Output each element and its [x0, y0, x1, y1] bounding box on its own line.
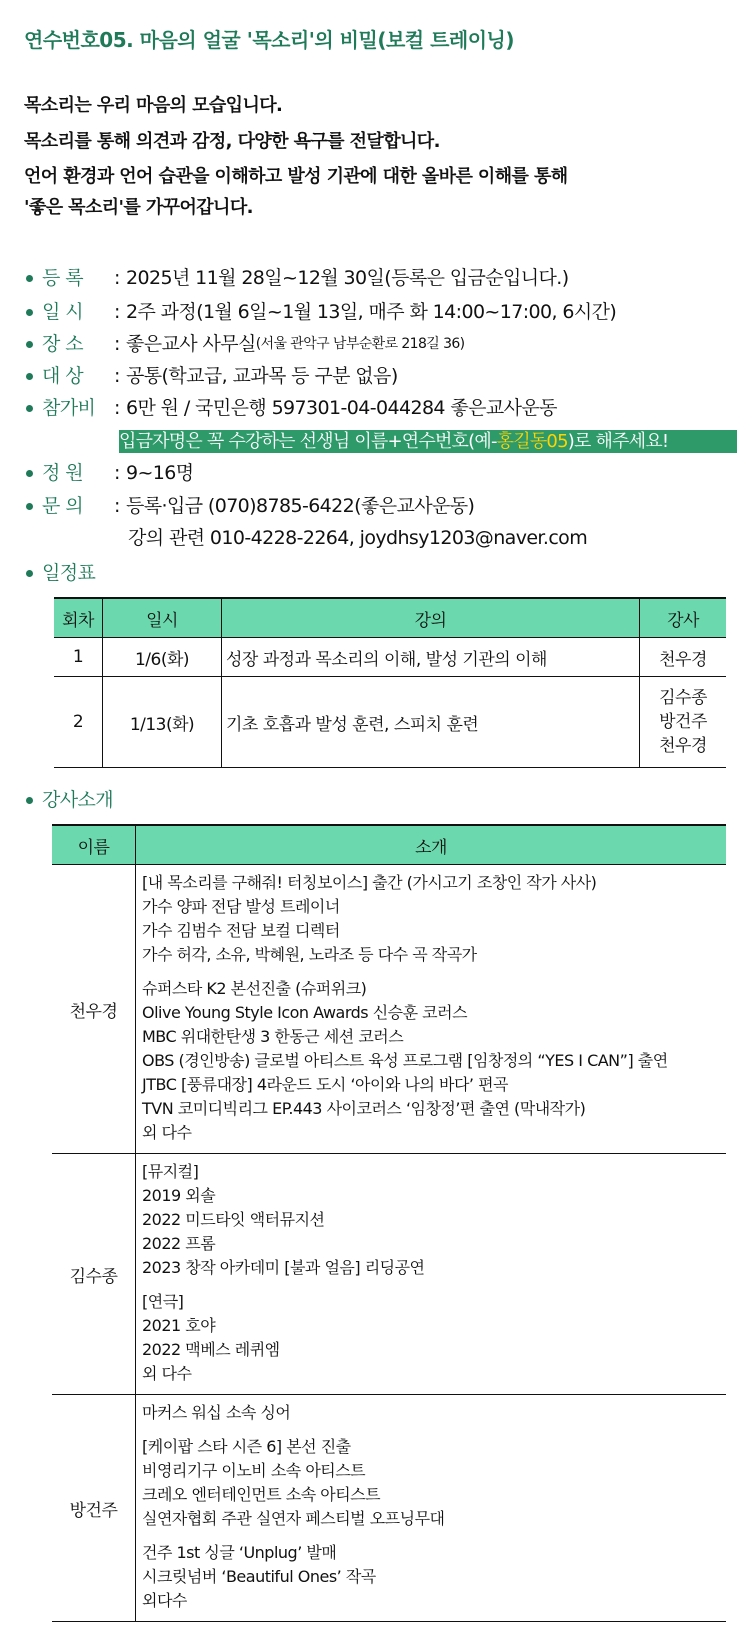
info-registration: [26, 266, 569, 290]
table-row: [54, 638, 726, 677]
info-value: 9~16명: [126, 462, 194, 484]
instructor-name: 천우경: [659, 736, 707, 756]
table-row: [52, 865, 726, 1154]
bio-line: 슈퍼스타 K2 본선진출 (슈퍼위크): [142, 979, 367, 998]
bullet-icon: [26, 309, 33, 316]
colon: :: [114, 365, 120, 387]
bio-line: [내 목소리를 구해줘! 터칭보이스] 출간 (가시고기 조창인 작가 사사): [142, 873, 597, 892]
instructors-heading: [26, 788, 113, 812]
bio-line: Olive Young Style Icon Awards 신승훈 코러스: [142, 1003, 468, 1022]
bullet-icon: [26, 341, 33, 348]
bio-line: 가수 허각, 소유, 박혜원, 노라조 등 다수 곡 작곡가: [142, 945, 477, 964]
page-title: 연수번호05. 마음의 얼굴 '목소리'의 비밀(보컬 트레이닝): [24, 28, 514, 52]
info-place: [26, 332, 465, 356]
intro-line: 목소리를 통해 의견과 감정, 다양한 욕구를 전달합니다.: [24, 131, 440, 152]
info-contact-lecture: [128, 526, 587, 550]
bio-line: [뮤지컬]: [142, 1162, 199, 1181]
info-label: 일 시: [42, 301, 83, 323]
bio-line: 실연자협회 주관 실연자 페스티벌 오프닝무대: [142, 1509, 445, 1528]
info-label: 정 원: [42, 462, 83, 484]
bullet-icon: [26, 797, 33, 804]
bio-line: 2023 창작 아카데미 [불과 얼음] 리딩공연: [142, 1258, 425, 1277]
bio-group: [142, 1435, 722, 1531]
bio-group: [142, 1541, 722, 1613]
bullet-icon: [26, 373, 33, 380]
bio-line: 외 다수: [142, 1364, 192, 1383]
info-label: 장 소: [42, 333, 83, 355]
colon: :: [114, 397, 120, 419]
colon: :: [114, 301, 120, 323]
session-no: 2: [54, 677, 103, 768]
notice-text: 입금자명은 꼭 수강하는 선생님 이름+연수번호(예-: [119, 431, 497, 452]
notice-example: 홍길동05: [496, 431, 568, 452]
instructor-bio: [136, 865, 727, 1154]
session-date: 1/13(화): [103, 677, 222, 768]
instructor-name: 김수종: [659, 688, 707, 708]
info-value: 6만 원 / 국민은행 597301-04-044284 좋은교사운동: [126, 397, 557, 419]
info-fee: [26, 396, 557, 420]
bio-line: 비영리기구 이노비 소속 아티스트: [142, 1461, 366, 1480]
bio-line: 2022 미드타잇 액터뮤지션: [142, 1210, 325, 1229]
col-header: 이름: [52, 825, 136, 865]
info-label: 문 의: [42, 495, 83, 517]
colon: :: [114, 495, 120, 517]
info-label: 참가비: [42, 397, 96, 419]
bio-line: MBC 위대한탄생 3 한동근 세션 코러스: [142, 1027, 404, 1046]
bio-line: [케이팝 스타 시즌 6] 본선 진출: [142, 1437, 351, 1456]
bio-line: TVN 코미디빅리그 EP.443 사이코러스 ‘임창정’편 출연 (막내작가): [142, 1099, 586, 1118]
bio-group: [142, 1290, 722, 1386]
schedule-table: [54, 597, 726, 768]
section-label: 일정표: [42, 562, 96, 584]
bio-line: 크레오 엔터테인먼트 소속 아티스트: [142, 1485, 381, 1504]
intro-line: 언어 환경과 언어 습관을 이해하고 발성 기관에 대한 올바른 이해를 통해: [24, 166, 568, 187]
instructor-name: 방건주: [659, 712, 707, 732]
deposit-notice: [119, 430, 737, 453]
instructor-bio: [136, 1395, 727, 1622]
instructor-table: [52, 824, 726, 1622]
table-row: [52, 1395, 726, 1622]
bio-line: OBS (경인방송) 글로벌 아티스트 육성 프로그램 [임창정의 “YES I CAN”] 출연: [142, 1051, 668, 1070]
col-header: 강사: [640, 598, 727, 638]
bio-group: [142, 1401, 722, 1425]
colon: :: [114, 462, 120, 484]
bio-group: [142, 1160, 722, 1280]
bio-line: 2022 프롬: [142, 1234, 216, 1253]
bio-line: 마커스 워십 소속 싱어: [142, 1403, 291, 1422]
schedule-heading: [26, 561, 95, 585]
bio-line: 외 다수: [142, 1123, 192, 1142]
bullet-icon: [26, 570, 33, 577]
table-row: [54, 677, 726, 768]
info-value: 2025년 11월 28일~12월 30일(등록은 입금순입니다.): [126, 267, 569, 289]
bio-line: 건주 1st 싱글 ‘Unplug’ 발매: [142, 1543, 337, 1562]
bullet-icon: [26, 275, 33, 282]
session-date: 1/6(화): [103, 638, 222, 677]
info-value: 좋은교사 사무실: [126, 333, 256, 355]
session-no: 1: [54, 638, 103, 677]
bio-group: [142, 977, 722, 1145]
info-value: 강의 관련 010-4228-2264, joydhsy1203@naver.com: [128, 527, 588, 549]
bullet-icon: [26, 470, 33, 477]
section-label: 강사소개: [42, 789, 114, 811]
table-row: [52, 1154, 726, 1395]
info-date: [26, 300, 616, 324]
instructor-bio: [136, 1154, 727, 1395]
instructor-name: 방건주: [52, 1395, 136, 1622]
instructor-name: 김수종: [52, 1154, 136, 1395]
info-label: 등 록: [42, 267, 83, 289]
session-instructors: [640, 677, 727, 768]
col-header: 회차: [54, 598, 103, 638]
col-header: 강의: [222, 598, 640, 638]
info-address: (서울 관악구 남부순환로 218길 36): [255, 336, 465, 352]
colon: :: [114, 333, 120, 355]
col-header: 일시: [103, 598, 222, 638]
info-contact: [26, 494, 474, 518]
info-value: 등록·입금 (070)8785-6422(좋은교사운동): [126, 495, 475, 517]
intro-line: 목소리는 우리 마음의 모습입니다.: [24, 95, 283, 116]
bio-line: JTBC [풍류대장] 4라운드 도시 ‘아이와 나의 바다’ 편곡: [142, 1075, 509, 1094]
bio-line: 시크릿넘버 ‘Beautiful Ones’ 작곡: [142, 1567, 376, 1586]
intro-line: '좋은 목소리'를 가꾸어갑니다.: [24, 197, 253, 218]
col-header: 소개: [136, 825, 727, 865]
bio-line: [연극]: [142, 1292, 184, 1311]
bio-group: [142, 871, 722, 967]
notice-text: )로 해주세요!: [567, 431, 669, 452]
bullet-icon: [26, 405, 33, 412]
instructor-name: 천우경: [52, 865, 136, 1154]
session-instructor: 천우경: [640, 638, 727, 677]
bio-line: 가수 김범수 전담 보컬 디렉터: [142, 921, 340, 940]
bio-line: 2019 외솔: [142, 1186, 216, 1205]
bio-line: 2021 호야: [142, 1316, 216, 1335]
colon: :: [114, 267, 120, 289]
info-target: [26, 364, 398, 388]
bio-line: 외다수: [142, 1591, 187, 1610]
bio-line: 2022 맥베스 레퀴엠: [142, 1340, 280, 1359]
info-value: 2주 과정(1월 6일~1월 13일, 매주 화 14:00~17:00, 6시간): [126, 301, 617, 323]
info-capacity: [26, 461, 194, 485]
session-lecture: 기초 호흡과 발성 훈련, 스피치 훈련: [222, 677, 640, 768]
session-lecture: 성장 과정과 목소리의 이해, 발성 기관의 이해: [222, 638, 640, 677]
bio-line: 가수 양파 전담 발성 트레이너: [142, 897, 340, 916]
info-value: 공통(학교급, 교과목 등 구분 없음): [126, 365, 398, 387]
info-label: 대 상: [42, 365, 83, 387]
bullet-icon: [26, 503, 33, 510]
